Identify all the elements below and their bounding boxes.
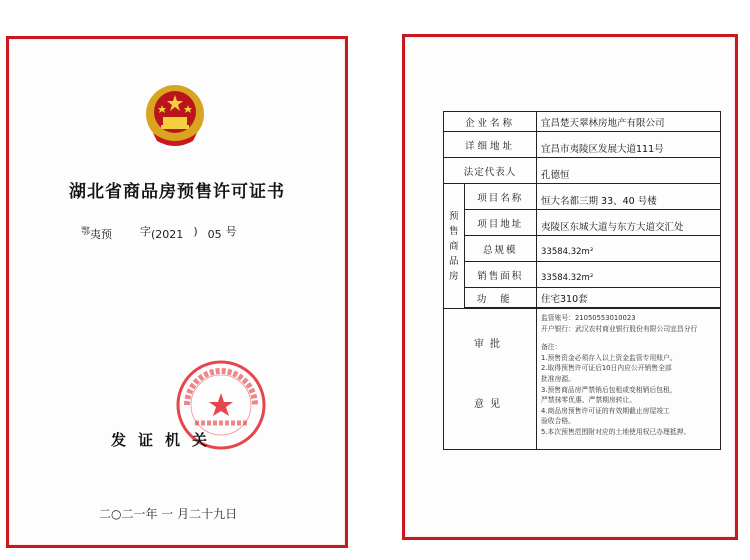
issuer-label: 发证机关 — [111, 431, 220, 449]
function-label: 功能 — [464, 288, 536, 308]
certificate-info-table — [443, 111, 721, 450]
total-scale-value: 33584.32m² — [537, 236, 721, 262]
supervision-account: 监管账号：21050553010023 — [541, 314, 636, 322]
review-label-top: 审批 — [474, 339, 506, 350]
company-value: 宜昌楚天翠林房地产有限公司 — [537, 112, 721, 132]
note-line: 4.商品房预售许可证的有效期截止房屋竣工 — [541, 406, 670, 415]
review-label-cell — [444, 309, 537, 450]
project-address-label: 项目地址 — [464, 210, 536, 236]
sales-area-value: 33584.32m² — [537, 262, 721, 288]
certificate-left-page — [6, 36, 348, 548]
bank-name: 开户银行：武汉农村商业银行股份有限公司宜昌分行 — [541, 324, 698, 333]
number-prefix: 鄂 — [81, 227, 91, 237]
number-year: (2021 — [151, 228, 184, 241]
note-line: 验收合格。 — [541, 417, 575, 426]
legal-rep-label: 法定代表人 — [444, 158, 537, 184]
table-row — [444, 158, 721, 184]
project-name-label: 项目名称 — [464, 184, 536, 210]
project-address-value: 夷陵区东城大道与东方大道交汇处 — [537, 210, 721, 236]
function-value: 住宅310套 — [537, 288, 721, 308]
total-scale-label: 总规模 — [464, 236, 536, 262]
company-label: 企业名称 — [444, 112, 537, 132]
certificate-right-page — [402, 34, 738, 540]
sales-area-label: 销售面积 — [464, 262, 536, 288]
address-label: 详细地址 — [444, 132, 537, 158]
table-row — [444, 184, 721, 210]
table-row — [444, 309, 721, 450]
table-row — [444, 236, 721, 262]
review-label-bottom: 意见 — [474, 399, 506, 410]
note-line: 2.取得预售许可证后10日内应公开销售全部 — [541, 364, 672, 373]
table-row — [444, 210, 721, 236]
number-num: 05 — [207, 228, 222, 241]
table-row — [444, 112, 721, 132]
number-close: ) — [193, 225, 198, 238]
certificate-number — [81, 223, 237, 242]
note-line: 1.预售资金必须存入以上资金监管专用账户。 — [541, 353, 677, 362]
certificate-title: 湖北省商品房预售许可证书 — [69, 182, 285, 202]
note-line: 批准房源。 — [541, 374, 575, 383]
presale-group-label: 预售商品房 — [444, 184, 465, 309]
table-row — [444, 132, 721, 158]
number-suffix: 号 — [225, 225, 237, 238]
number-char: 字 — [140, 225, 152, 238]
note-line: 严禁抹零优惠、严禁期房转让。 — [541, 396, 637, 405]
project-name-value: 恒大名都三期 33、40 号楼 — [537, 184, 721, 210]
number-prefix-sub: 夷预 — [90, 228, 113, 241]
note-line: 3.预售商品房严禁销后包租或变相销后包租， — [541, 385, 677, 394]
review-content — [537, 309, 721, 450]
legal-rep-value: 孔德恒 — [537, 158, 721, 184]
note-line: 5.本次预售范围附对应的土地使用权已办理抵押。 — [541, 427, 691, 436]
address-value: 宜昌市夷陵区发展大道111号 — [537, 132, 721, 158]
table-row — [444, 262, 721, 288]
issue-date: 二○二一年 一 月二十九日 — [99, 507, 238, 521]
notes-title: 备注： — [541, 343, 562, 352]
national-emblem-icon — [143, 81, 207, 151]
table-row — [444, 288, 721, 308]
